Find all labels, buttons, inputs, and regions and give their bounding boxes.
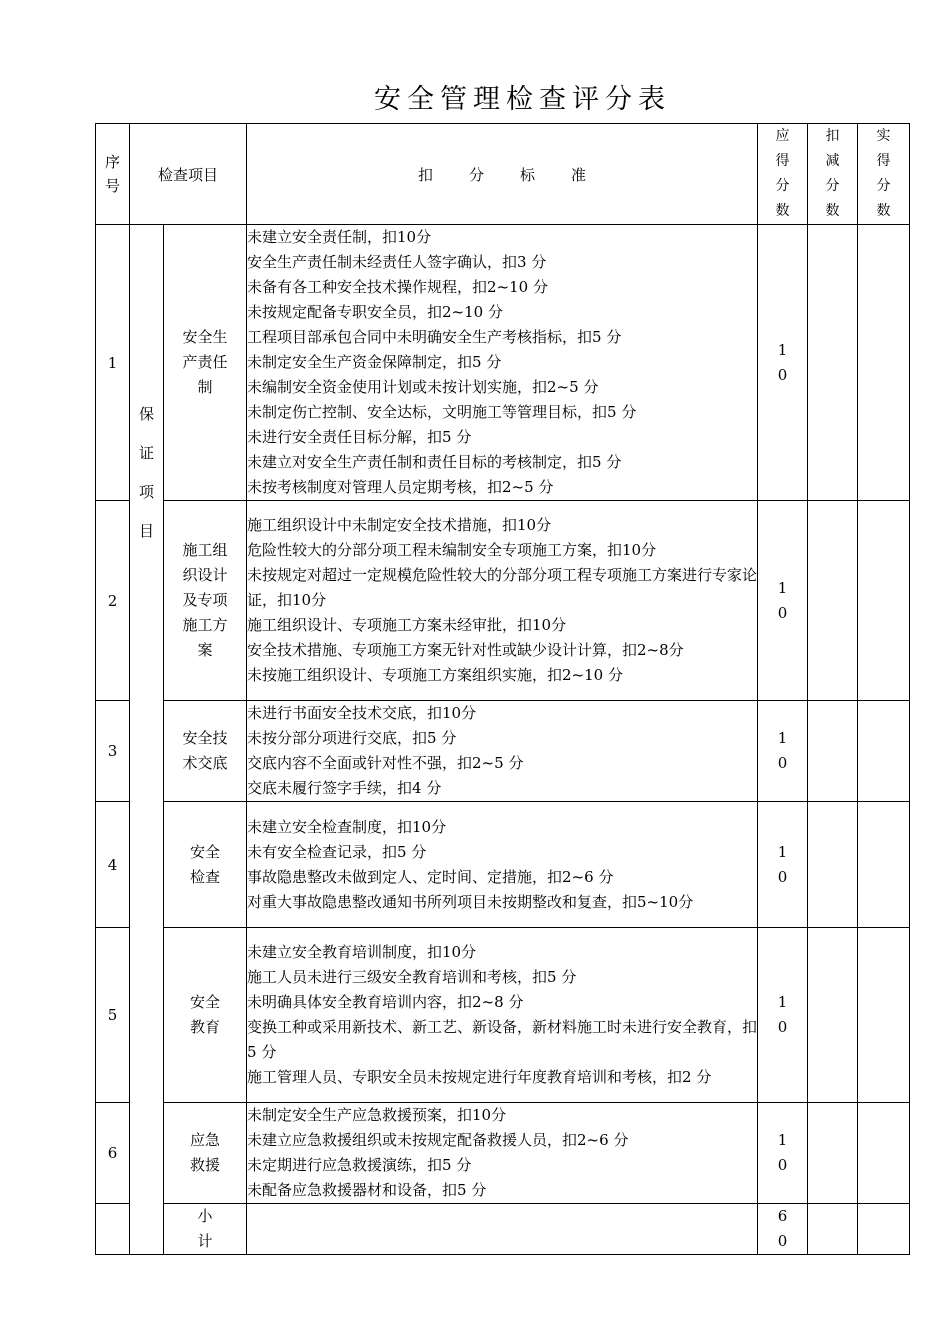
criterion-line: 未有安全检查记录，扣5 分 (247, 842, 427, 861)
due-score (758, 701, 808, 802)
criterion-line: 变换工种或采用新技术、新工艺、新设备，新材料施工时未进行安全教育，扣5 分 (247, 1018, 758, 1061)
row-seq: 4 (96, 802, 130, 928)
subtotal-criteria (247, 1204, 758, 1255)
item-name-line: 应急 (190, 1131, 221, 1149)
deduction-criteria (247, 225, 758, 501)
criterion-line: 未制定安全生产资金保障制定，扣5 分 (247, 353, 502, 371)
header-standard: 扣 分 标 准 (247, 124, 758, 225)
actual-score[interactable] (858, 501, 910, 701)
row-seq: 1 (96, 225, 130, 501)
item-name-line: 安全 (190, 993, 221, 1011)
category-char: 保 (138, 405, 154, 423)
criterion-line: 未建立应急救援组织或未按规定配备救援人员，扣2~6 分 (247, 1131, 629, 1149)
item-name (164, 701, 247, 802)
criterion-line: 危险性较大的分部分项工程未编制安全专项施工方案，扣10分 (247, 541, 657, 559)
item-name-line: 制 (197, 378, 213, 396)
item-name (164, 928, 247, 1103)
subtotal-score-digit: 6 (777, 1207, 788, 1225)
criterion-line: 未按规定对超过一定规模危险性较大的分部分项工程专项施工方案进行专家论证，扣10分 (247, 566, 758, 609)
criterion-line: 未建立安全检查制度，扣10分 (247, 817, 447, 836)
deduction-criteria (247, 701, 758, 802)
deduct-score[interactable] (808, 802, 858, 928)
due-score-digit: 0 (777, 603, 788, 622)
subtotal-deduct[interactable] (808, 1204, 858, 1255)
criterion-line: 未配备应急救援器材和设备，扣5 分 (247, 1181, 487, 1199)
due-score-digit: 0 (777, 867, 788, 886)
due-score-digit: 1 (777, 1131, 788, 1149)
item-name-line: 术交底 (182, 754, 228, 772)
criterion-line: 施工人员未进行三级安全教育培训和考核，扣5 分 (247, 968, 577, 986)
item-name (164, 1103, 247, 1204)
category-char: 目 (138, 522, 154, 540)
page-title: 安全管理检查评分表 (374, 84, 671, 115)
item-name-line: 施工组 (182, 541, 228, 559)
subtotal-score (758, 1204, 808, 1255)
due-score (758, 225, 808, 501)
criterion-line: 对重大事故隐患整改通知书所列项目未按期整改和复查，扣5~10分 (247, 892, 694, 911)
due-score-digit: 1 (777, 993, 788, 1011)
item-name-line: 检查 (190, 867, 221, 886)
header-item: 检查项目 (130, 124, 247, 225)
criterion-line: 未制定安全生产应急救援预案，扣10分 (247, 1106, 507, 1124)
deduct-score[interactable] (808, 225, 858, 501)
item-name-line: 教育 (190, 1018, 221, 1036)
actual-score[interactable] (858, 701, 910, 802)
criterion-line: 未制定伤亡控制、安全达标，文明施工等管理目标，扣5 分 (247, 403, 637, 421)
criterion-line: 施工组织设计中未制定安全技术措施，扣10分 (247, 516, 552, 534)
subtotal-row (96, 1204, 910, 1255)
row-seq: 6 (96, 1103, 130, 1204)
actual-score[interactable] (858, 802, 910, 928)
table-row (96, 701, 910, 802)
deduction-criteria (247, 1103, 758, 1204)
deduction-criteria (247, 928, 758, 1103)
deduct-score[interactable] (808, 501, 858, 701)
item-name-line: 安全 (190, 842, 221, 861)
deduct-score[interactable] (808, 928, 858, 1103)
table-row (96, 1103, 910, 1204)
criterion-line: 未进行安全责任目标分解，扣5 分 (247, 428, 472, 446)
due-score-digit: 1 (777, 729, 788, 747)
subtotal-seq (96, 1204, 130, 1255)
due-score (758, 928, 808, 1103)
row-seq: 2 (96, 501, 130, 701)
row-seq: 3 (96, 701, 130, 802)
criterion-line: 未按考核制度对管理人员定期考核，扣2~5 分 (247, 478, 554, 496)
subtotal-label-line: 小 (197, 1207, 213, 1225)
criterion-line: 安全生产责任制未经责任人签字确认，扣3 分 (247, 253, 547, 271)
criterion-line: 施工组织设计、专项施工方案未经审批，扣10分 (247, 616, 567, 634)
actual-score[interactable] (858, 225, 910, 501)
due-score-digit: 0 (777, 1156, 788, 1174)
due-score-digit: 1 (777, 578, 788, 597)
subtotal-actual[interactable] (858, 1204, 910, 1255)
item-name (164, 501, 247, 701)
criterion-line: 未进行书面安全技术交底，扣10分 (247, 704, 477, 722)
deduct-score[interactable] (808, 701, 858, 802)
item-name (164, 225, 247, 501)
deduction-criteria (247, 501, 758, 701)
due-score-digit: 1 (777, 842, 788, 861)
deduction-criteria (247, 802, 758, 928)
item-name (164, 802, 247, 928)
criterion-line: 未明确具体安全教育培训内容，扣2~8 分 (247, 993, 524, 1011)
category-char: 项 (138, 483, 154, 501)
criterion-line: 未建立安全责任制，扣10分 (247, 228, 432, 246)
table-row (96, 501, 910, 701)
criterion-line: 未按施工组织设计、专项施工方案组织实施，扣2~10 分 (247, 666, 623, 684)
criterion-line: 未备有各工种安全技术操作规程，扣2~10 分 (247, 278, 548, 296)
item-name-line: 安全生 (182, 328, 228, 346)
criterion-line: 安全技术措施、专项施工方案无针对性或缺少设计计算，扣2~8分 (247, 641, 684, 659)
criterion-line: 工程项目部承包合同中未明确安全生产考核指标，扣5 分 (247, 328, 622, 346)
due-score-digit: 0 (777, 365, 788, 384)
criterion-line: 未建立对安全生产责任制和责任目标的考核制定，扣5 分 (247, 453, 622, 471)
item-name-line: 施工方 (182, 616, 228, 634)
due-score-digit: 1 (777, 340, 788, 359)
subtotal-label-line: 计 (197, 1232, 213, 1250)
item-name-line: 产责任 (182, 353, 228, 371)
criterion-line: 施工管理人员、专职安全员未按规定进行年度教育培训和考核，扣2 分 (247, 1068, 712, 1086)
criterion-line: 事故隐患整改未做到定人、定时间、定措施，扣2~6 分 (247, 867, 614, 886)
table-row (96, 928, 910, 1103)
criterion-line: 未按规定配备专职安全员，扣2~10 分 (247, 303, 503, 321)
due-score-digit: 0 (777, 754, 788, 772)
criterion-line: 未建立安全教育培训制度，扣10分 (247, 943, 477, 961)
criterion-line: 未定期进行应急救援演练，扣5 分 (247, 1156, 472, 1174)
category-char: 证 (138, 444, 154, 462)
subtotal-score-digit: 0 (777, 1232, 788, 1250)
item-name-line: 织设计 (182, 566, 228, 584)
header-row (96, 124, 910, 225)
table-row (96, 802, 910, 928)
actual-score[interactable] (858, 1103, 910, 1204)
criterion-line: 未按分部分项进行交底，扣5 分 (247, 729, 457, 747)
table-row (96, 225, 910, 501)
subtotal-label (164, 1204, 247, 1255)
header-deduct-score: 扣 减 分 数 (808, 124, 858, 225)
row-seq: 5 (96, 928, 130, 1103)
header-actual-score: 实 得 分 数 (858, 124, 910, 225)
due-score (758, 802, 808, 928)
criterion-line: 交底未履行签字手续，扣4 分 (247, 779, 442, 797)
criterion-line: 交底内容不全面或针对性不强，扣2~5 分 (247, 754, 524, 772)
due-score (758, 501, 808, 701)
deduct-score[interactable] (808, 1103, 858, 1204)
header-due-score: 应 得 分 数 (758, 124, 808, 225)
item-name-line: 及专项 (182, 591, 228, 609)
due-score (758, 1103, 808, 1204)
criterion-line: 未编制安全资金使用计划或未按计划实施，扣2~5 分 (247, 378, 599, 396)
due-score-digit: 0 (777, 1018, 788, 1036)
item-name-line: 安全技 (182, 729, 228, 747)
category-cell (130, 225, 164, 1255)
actual-score[interactable] (858, 928, 910, 1103)
header-seq: 序 号 (96, 124, 130, 225)
item-name-line: 案 (197, 641, 213, 659)
score-table (95, 123, 910, 1255)
item-name-line: 救援 (190, 1156, 221, 1174)
